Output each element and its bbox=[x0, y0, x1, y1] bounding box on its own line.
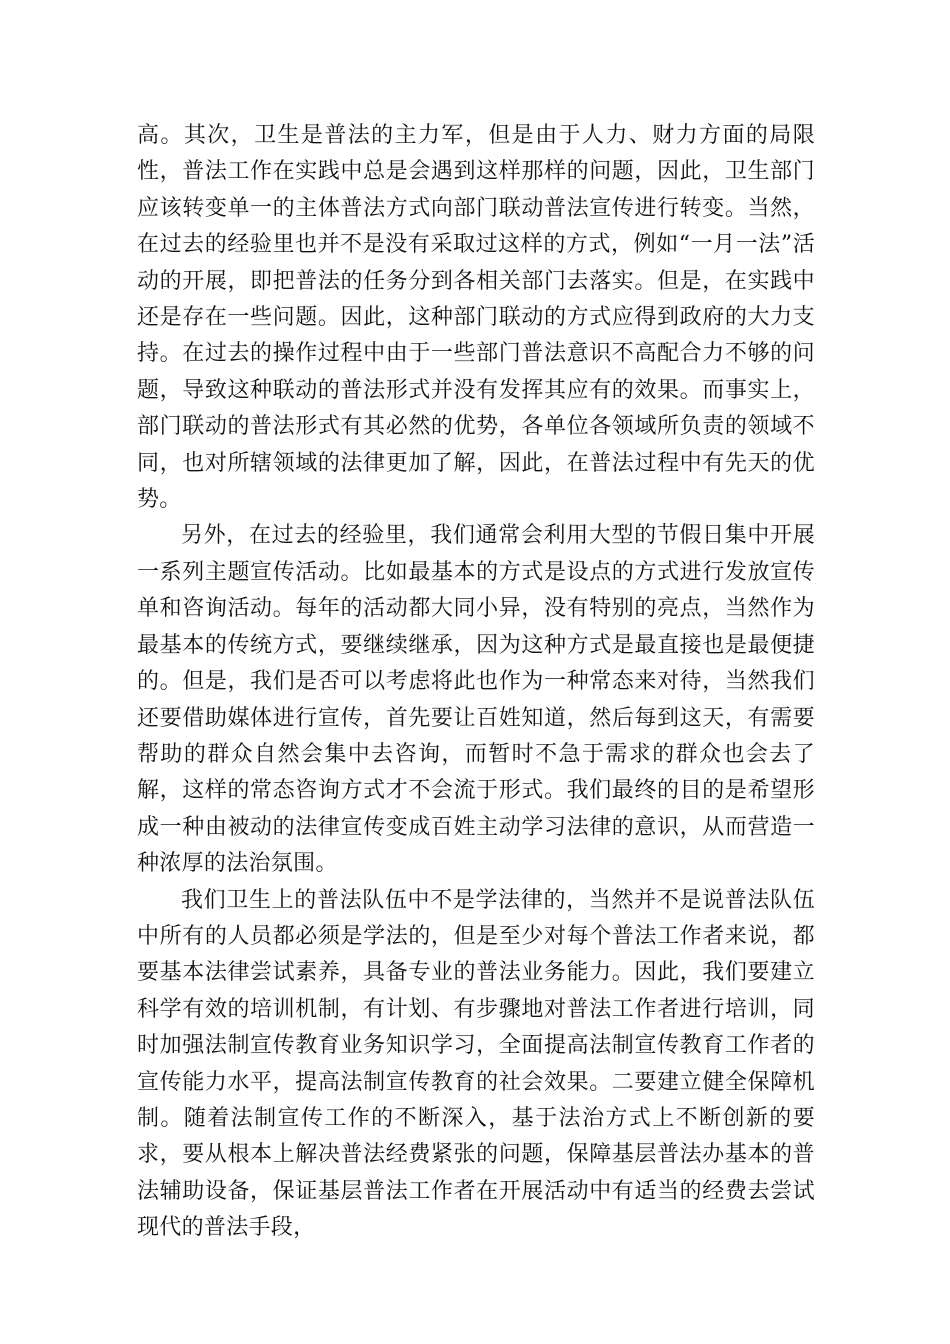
paragraph-1: 高。其次，卫生是普法的主力军，但是由于人力、财力方面的局限性，普法工作在实践中总是会遇到这样那样的问题，因此，卫生部门应该转变单一的主体普法方式向部门联动普法宣传进行转变。当然，在过去的经验里也并不是没有采取过这样的方式，例如“一月一法”活动的开展，即把普法的任务分到各相关部门去落实。但是，在实践中还是存在一些问题。因此，这种部门联动的方式应得到政府的大力支持。在过去的操作过程中由于一些部门普法意识不高配合力不够的问题，导致这种联动的普法形式并没有发挥其应有的效果。而事实上，部门联动的普法形式有其必然的优势，各单位各领域所负责的领域不同，也对所辖领域的法律更加了解，因此，在普法过程中有先天的优势。 bbox=[137, 123, 815, 513]
paragraph-3: 我们卫生上的普法队伍中不是学法律的，当然并不是说普法队伍中所有的人员都必须是学法的，但是至少对每个普法工作者来说，都要基本法律尝试素养，具备专业的普法业务能力。因此，我们要建立科学有效的培训机制，有计划、有步骤地对普法工作者进行培训，同时加强法制宣传教育业务知识学习，全面提高法制宣传教育工作者的宣传能力水平，提高法制宣传教育的社会效果。二要建立健全保障机制。随着法制宣传工作的不断深入，基于法治方式上不断创新的要求，要从根本上解决普法经费紧张的问题，保障基层普法办基本的普法辅助设备，保证基层普法工作者在开展活动中有适当的经费去尝试现代的普法手段， bbox=[137, 887, 815, 1241]
document-body bbox=[137, 118, 815, 1247]
paragraph-2: 另外，在过去的经验里，我们通常会利用大型的节假日集中开展一系列主题宣传活动。比如最基本的方式是设点的方式进行发放宣传单和咨询活动。每年的活动都大同小异，没有特别的亮点，当然作为最基本的传统方式，要继续继承，因为这种方式是最直接也是最便捷的。但是，我们是否可以考虑将此也作为一种常态来对待，当然我们还要借助媒体进行宣传，首先要让百姓知道，然后每到这天，有需要帮助的群众自然会集中去咨询，而暂时不急于需求的群众也会去了解，这样的常态咨询方式才不会流于形式。我们最终的目的是希望形成一种由被动的法律宣传变成百姓主动学习法律的意识，从而营造一种浓厚的法治氛围。 bbox=[137, 523, 815, 877]
